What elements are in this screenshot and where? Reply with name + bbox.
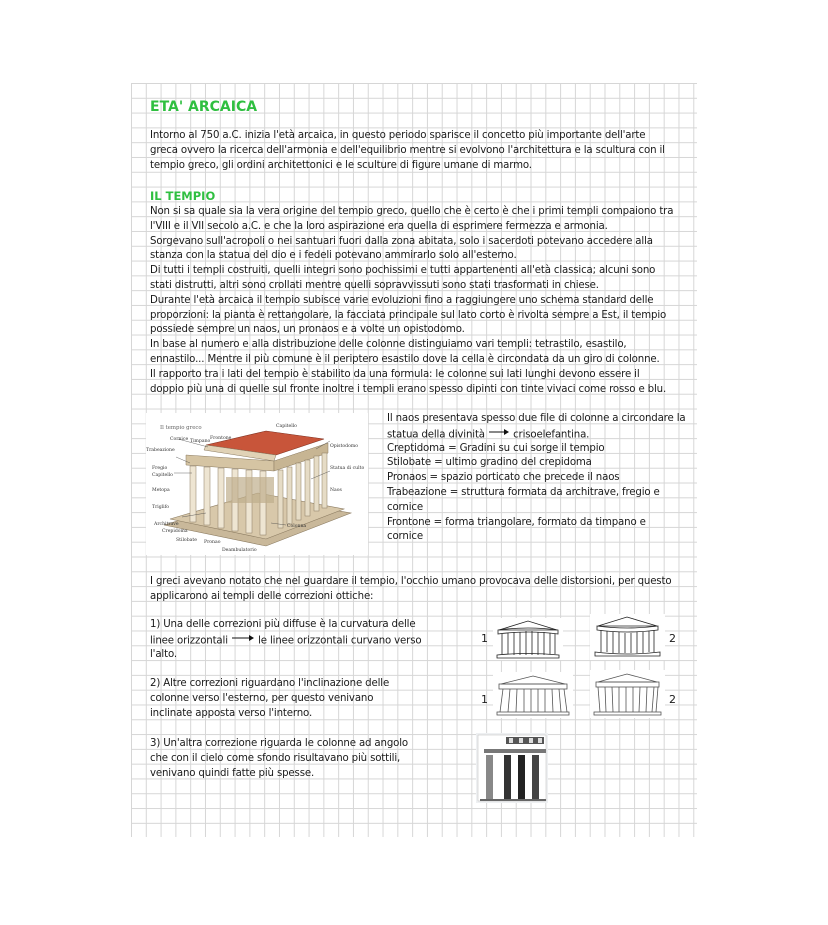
- temple-line: Durante l'età arcaica il tempio subisce varie evoluzioni fino a raggiungere uno schema standard delle: [150, 294, 654, 306]
- correction-1-label-1: 1: [481, 632, 488, 645]
- correction-3-line: 3) Un'altra correzione riguarda le colonne ad angolo: [150, 738, 408, 749]
- label-architrave: Architrave: [154, 522, 179, 527]
- label-triglifo: Triglifo: [152, 505, 170, 510]
- correction-1-line: l'alto.: [150, 648, 177, 660]
- correction-2-label-1: 1: [481, 693, 488, 706]
- correction-2-label-2: 2: [669, 693, 676, 706]
- label-timpano: Timpano: [190, 439, 211, 444]
- correction-3-line: che con il cielo come sfondo risultavano più sottili,: [150, 752, 401, 764]
- label-opistodomo: Opistodomo: [330, 444, 358, 449]
- temple-line: Non si sa quale sia la vera origine del tempio greco, quello che è certo è che i primi templi compaiono tra: [150, 206, 674, 217]
- correction-1-line-2a: linee orizzontali: [150, 635, 228, 647]
- label-stilobate: Stilobate: [176, 538, 197, 543]
- label-frontone: Frontone: [210, 436, 232, 441]
- temple-line: proporzioni: la pianta è rettangolare, la facciata principale sul lato corto è rivolta sempre a Est, il tempio: [150, 309, 667, 321]
- temple-line: Sorgevano sull'acropoli o nei santuari fuori dalla zona abitata, solo i sacerdoti potevano accedere alla: [150, 235, 653, 247]
- temple-line: Il rapporto tra i lati del tempio è stabilito da una formula: le colonne sui lati lunghi devono essere il: [150, 368, 640, 380]
- label-naos: Naos: [330, 488, 342, 493]
- section-title: IL TEMPIO: [150, 189, 216, 203]
- temple-inclination-1: [493, 672, 573, 718]
- correction-2-text: [150, 677, 389, 721]
- label-capitello: Capitello: [276, 424, 297, 429]
- intro-paragraph: [150, 129, 665, 173]
- temple-line: possiede sempre un naos, un pronaos e a volte un opistodomo.: [150, 324, 465, 336]
- correction-1-text: [150, 618, 421, 662]
- correction-1-label-2: 2: [669, 632, 676, 645]
- temple-inclination-2: [590, 670, 665, 718]
- correction-2-line: colonne verso l'esterno, per questo venivano: [150, 692, 374, 704]
- correction-3-text: [150, 737, 408, 781]
- naos-line-2: [387, 427, 685, 442]
- definition-line: cornice: [387, 531, 423, 543]
- definition-line: Trabeazione = struttura formata da architrave, fregio e: [387, 486, 660, 498]
- label-metopa: Metopa: [152, 488, 170, 493]
- temple-line: In base al numero e alla distribuzione delle colonne distinguiamo vari templi: tetrastilo, esastilo,: [150, 339, 627, 351]
- intro-line: greca ovvero la ricerca dell'armonia e dell'equilibrio mentre si evolvono l'architettura e la scultura con il: [150, 144, 665, 156]
- label-trabeazione: Trabeazione: [146, 448, 175, 453]
- temple-curvature-2: [590, 614, 665, 660]
- temple-paragraph: [150, 205, 673, 397]
- temple-line: stati distrutti, altri sono crollati mentre quelli sopravvissuti sono stati trasformati in chiese.: [150, 279, 599, 291]
- optical-intro-line: applicarono ai templi delle correzioni ottiche:: [150, 590, 374, 602]
- corner-columns-diagram: [476, 733, 548, 803]
- naos-line-2b: crisoelefantina.: [513, 429, 590, 441]
- label-deambulatorio: Deambulatorio: [222, 548, 257, 553]
- optical-intro: [150, 575, 671, 605]
- label-pronao: Pronao: [204, 540, 221, 545]
- arrow-right-icon: [488, 427, 510, 442]
- page-title: ETA' ARCAICA: [150, 99, 258, 115]
- correction-1-line-2: [150, 633, 421, 648]
- definition-line: Creptidoma = Gradini su cui sorge il tempio: [387, 442, 605, 454]
- label-fregio: Fregio: [152, 466, 168, 471]
- optical-intro-line: I greci avevano notato che nel guardare il tempio, l'occhio umano provocava delle distorsioni, per questo: [150, 576, 672, 587]
- correction-2-line: 2) Altre correzioni riguardano l'inclinazione delle: [150, 678, 390, 689]
- label-colonna: Colonna: [287, 524, 307, 529]
- arrow-right-icon: [231, 633, 255, 648]
- intro-line: tempio greco, gli ordini architettonici e le sculture di figure umane di marmo.: [150, 159, 532, 171]
- temple-curvature-1: [493, 618, 563, 660]
- label-cornice: Cornice: [170, 437, 189, 442]
- temple-line: doppio più una di quelle sul fronte inoltre i templi erano spesso dipinti con tinte vivaci come rosso e blu.: [150, 383, 667, 395]
- temple-line: Di tutti i templi costruiti, quelli integri sono pochissimi e tutti appartenenti all'età classica; alcuni sono: [150, 265, 656, 277]
- label-capitello-2: Capitello: [152, 473, 173, 478]
- correction-1-line: 1) Una delle correzioni più diffuse è la curvatura delle: [150, 619, 416, 630]
- correction-1-line-2b: le linee orizzontali curvano verso: [258, 635, 422, 647]
- temple-line: l'VIII e il VII secolo a.C. e che la loro aspirazione era quella di esprimere fermezza e armonia.: [150, 220, 608, 232]
- naos-line-2a: statua della divinità: [387, 429, 485, 441]
- correction-3-line: venivano quindi fatte più spesse.: [150, 767, 315, 779]
- naos-line: Il naos presentava spesso due file di colonne a circondare la: [387, 413, 686, 424]
- temple-line: ennastilo... Mentre il più comune è il periptero esastilo dove la cella è circondata da un giro di colonne.: [150, 353, 660, 365]
- temple-line: stanza con la statua del dio e i fedeli potevano ammirarlo solo all'esterno.: [150, 250, 517, 262]
- definition-line: cornice: [387, 501, 423, 513]
- definitions: [387, 412, 685, 545]
- correction-2-line: inclinate apposta verso l'interno.: [150, 707, 313, 719]
- label-statua: Statua di culto: [330, 466, 365, 471]
- definition-line: Frontone = forma triangolare, formato da timpano e: [387, 516, 646, 528]
- figure-caption: Il tempio greco: [160, 425, 202, 431]
- temple-diagram: [146, 413, 368, 555]
- intro-line: Intorno al 750 a.C. inizia l'età arcaica, in questo periodo sparisce il concetto più importante dell'arte: [150, 130, 646, 141]
- definition-line: Stilobate = ultimo gradino del crepidoma: [387, 457, 592, 469]
- definition-line: Pronaos = spazio porticato che precede il naos: [387, 472, 620, 484]
- label-crepidoma: Crepidoma: [162, 529, 188, 534]
